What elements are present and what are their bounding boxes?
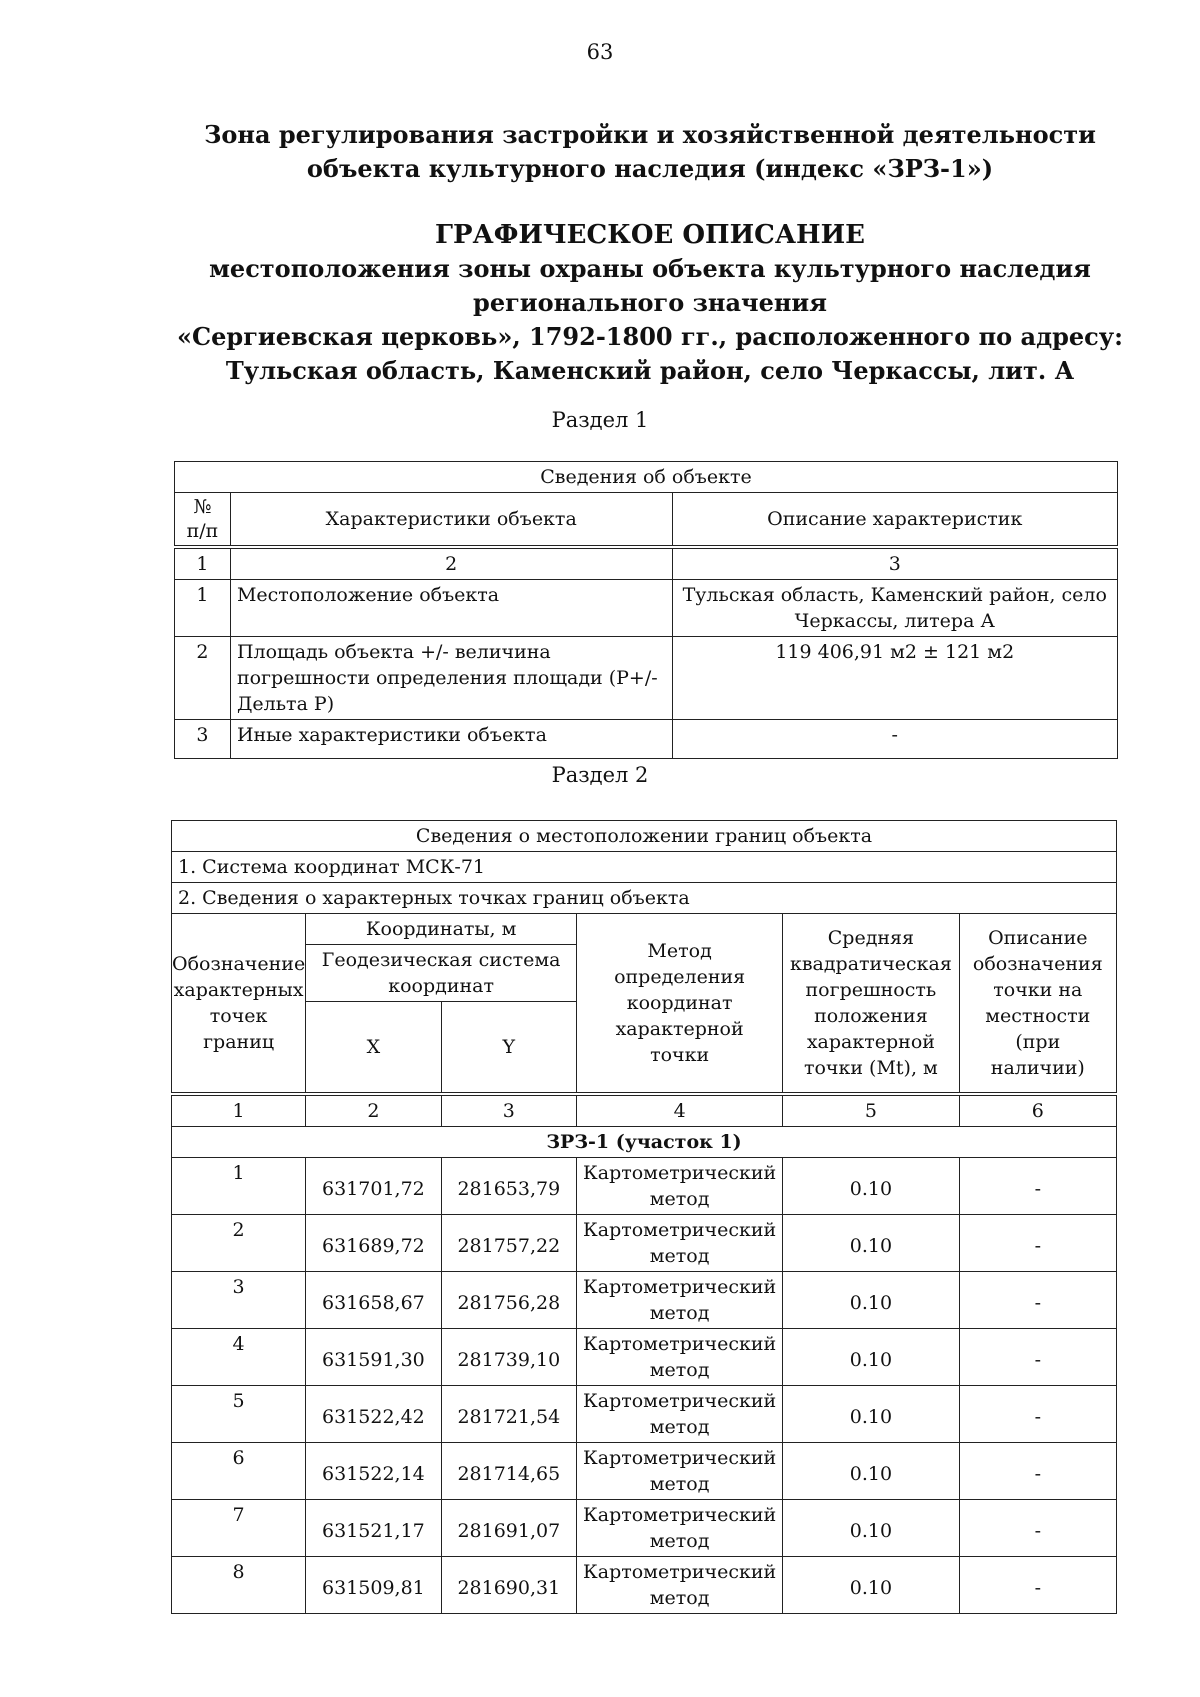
header-y: Y bbox=[441, 1002, 576, 1095]
main-title-line: местоположения зоны охраны объекта культурного наследия bbox=[209, 254, 1091, 283]
table-row bbox=[172, 1158, 1117, 1215]
header-designation: Обозначение характерных точек границ bbox=[172, 914, 306, 1095]
point-description: - bbox=[959, 1386, 1116, 1443]
point-description: - bbox=[959, 1329, 1116, 1386]
point-y: 281690,31 bbox=[441, 1557, 576, 1614]
point-x: 631522,42 bbox=[306, 1386, 441, 1443]
point-id: 5 bbox=[172, 1386, 306, 1443]
boundary-table bbox=[171, 820, 1117, 1614]
col-number: 2 bbox=[306, 1094, 441, 1127]
object-info-table bbox=[174, 461, 1118, 759]
table-row bbox=[172, 1272, 1117, 1329]
point-y: 281739,10 bbox=[441, 1329, 576, 1386]
point-description: - bbox=[959, 1158, 1116, 1215]
point-id: 7 bbox=[172, 1500, 306, 1557]
table-row bbox=[175, 637, 1118, 720]
point-y: 281721,54 bbox=[441, 1386, 576, 1443]
table-row bbox=[175, 580, 1118, 637]
point-id: 6 bbox=[172, 1443, 306, 1500]
main-title-line: регионального значения bbox=[473, 288, 827, 317]
point-error: 0.10 bbox=[783, 1500, 959, 1557]
header-characteristics: Характеристики объекта bbox=[230, 493, 672, 548]
header-error: Средняя квадратическая погрешность положения характерной точки (Mt), м bbox=[783, 914, 959, 1095]
boundary-table-title: Сведения о местоположении границ объекта bbox=[172, 821, 1117, 852]
col-number: 3 bbox=[672, 547, 1118, 580]
row-description: - bbox=[672, 720, 1118, 759]
point-x: 631689,72 bbox=[306, 1215, 441, 1272]
point-y: 281757,22 bbox=[441, 1215, 576, 1272]
point-error: 0.10 bbox=[783, 1215, 959, 1272]
section-2-label: Раздел 2 bbox=[551, 763, 649, 787]
zone-title-line: Зона регулирования застройки и хозяйственной деятельности bbox=[204, 120, 1096, 149]
header-geo-system: Геодезическая система координат bbox=[306, 945, 577, 1002]
point-description: - bbox=[959, 1272, 1116, 1329]
coord-system: 1. Система координат МСК-71 bbox=[172, 852, 1117, 883]
row-description: 119 406,91 м2 ± 121 м2 bbox=[672, 637, 1118, 720]
table-row bbox=[172, 1443, 1117, 1500]
col-number: 5 bbox=[783, 1094, 959, 1127]
table-row bbox=[172, 1215, 1117, 1272]
row-characteristic: Иные характеристики объекта bbox=[230, 720, 672, 759]
col-number: 3 bbox=[441, 1094, 576, 1127]
point-x: 631701,72 bbox=[306, 1158, 441, 1215]
point-x: 631521,17 bbox=[306, 1500, 441, 1557]
point-id: 3 bbox=[172, 1272, 306, 1329]
col-number: 6 bbox=[959, 1094, 1116, 1127]
header-num: № п/п bbox=[175, 493, 231, 548]
point-id: 4 bbox=[172, 1329, 306, 1386]
main-title bbox=[140, 218, 1160, 388]
header-x: X bbox=[306, 1002, 441, 1095]
section-1-label: Раздел 1 bbox=[551, 408, 649, 432]
row-description: Тульская область, Каменский район, село Черкассы, литера А bbox=[672, 580, 1118, 637]
point-y: 281714,65 bbox=[441, 1443, 576, 1500]
col-number: 1 bbox=[172, 1094, 306, 1127]
point-y: 281691,07 bbox=[441, 1500, 576, 1557]
table-row bbox=[172, 1500, 1117, 1557]
header-method: Метод определения координат характерной точки bbox=[577, 914, 783, 1095]
main-title-line: Тульская область, Каменский район, село Черкассы, лит. А bbox=[225, 356, 1075, 385]
zone-title bbox=[140, 118, 1160, 186]
point-method: Картометрический метод bbox=[577, 1329, 783, 1386]
point-method: Картометрический метод bbox=[577, 1215, 783, 1272]
point-method: Картометрический метод bbox=[577, 1158, 783, 1215]
main-title-line: «Сергиевская церковь», 1792-1800 гг., расположенного по адресу: bbox=[177, 322, 1123, 351]
point-x: 631658,67 bbox=[306, 1272, 441, 1329]
point-error: 0.10 bbox=[783, 1443, 959, 1500]
point-id: 1 bbox=[172, 1158, 306, 1215]
point-x: 631509,81 bbox=[306, 1557, 441, 1614]
header-coords: Координаты, м bbox=[306, 914, 577, 945]
point-y: 281653,79 bbox=[441, 1158, 576, 1215]
zone-title-line: объекта культурного наследия (индекс «ЗРЗ-1») bbox=[306, 154, 994, 183]
point-y: 281756,28 bbox=[441, 1272, 576, 1329]
table-row bbox=[175, 720, 1118, 759]
point-x: 631591,30 bbox=[306, 1329, 441, 1386]
main-title-heading: ГРАФИЧЕСКОЕ ОПИСАНИЕ bbox=[435, 220, 865, 250]
table-row bbox=[172, 1386, 1117, 1443]
col-number: 1 bbox=[175, 547, 231, 580]
col-number: 4 bbox=[577, 1094, 783, 1127]
point-description: - bbox=[959, 1500, 1116, 1557]
point-id: 2 bbox=[172, 1215, 306, 1272]
header-description: Описание характеристик bbox=[672, 493, 1118, 548]
row-num: 1 bbox=[175, 580, 231, 637]
row-num: 2 bbox=[175, 637, 231, 720]
point-error: 0.10 bbox=[783, 1329, 959, 1386]
point-description: - bbox=[959, 1557, 1116, 1614]
page-number: 63 bbox=[586, 40, 614, 64]
point-id: 8 bbox=[172, 1557, 306, 1614]
point-method: Картометрический метод bbox=[577, 1443, 783, 1500]
point-error: 0.10 bbox=[783, 1158, 959, 1215]
col-number: 2 bbox=[230, 547, 672, 580]
header-point-description: Описание обозначения точки на местности (при наличии) bbox=[959, 914, 1116, 1095]
point-error: 0.10 bbox=[783, 1272, 959, 1329]
point-method: Картометрический метод bbox=[577, 1386, 783, 1443]
row-characteristic: Площадь объекта +/- величина погрешности определения площади (Р+/- Дельта Р) bbox=[230, 637, 672, 720]
points-info: 2. Сведения о характерных точках границ объекта bbox=[172, 883, 1117, 914]
table-row bbox=[172, 1329, 1117, 1386]
point-method: Картометрический метод bbox=[577, 1500, 783, 1557]
object-info-title: Сведения об объекте bbox=[175, 462, 1118, 493]
point-description: - bbox=[959, 1215, 1116, 1272]
row-characteristic: Местоположение объекта bbox=[230, 580, 672, 637]
table-row bbox=[172, 1557, 1117, 1614]
point-method: Картометрический метод bbox=[577, 1557, 783, 1614]
row-num: 3 bbox=[175, 720, 231, 759]
group-title: ЗРЗ-1 (участок 1) bbox=[172, 1127, 1117, 1158]
point-description: - bbox=[959, 1443, 1116, 1500]
point-x: 631522,14 bbox=[306, 1443, 441, 1500]
point-method: Картометрический метод bbox=[577, 1272, 783, 1329]
point-error: 0.10 bbox=[783, 1386, 959, 1443]
point-error: 0.10 bbox=[783, 1557, 959, 1614]
